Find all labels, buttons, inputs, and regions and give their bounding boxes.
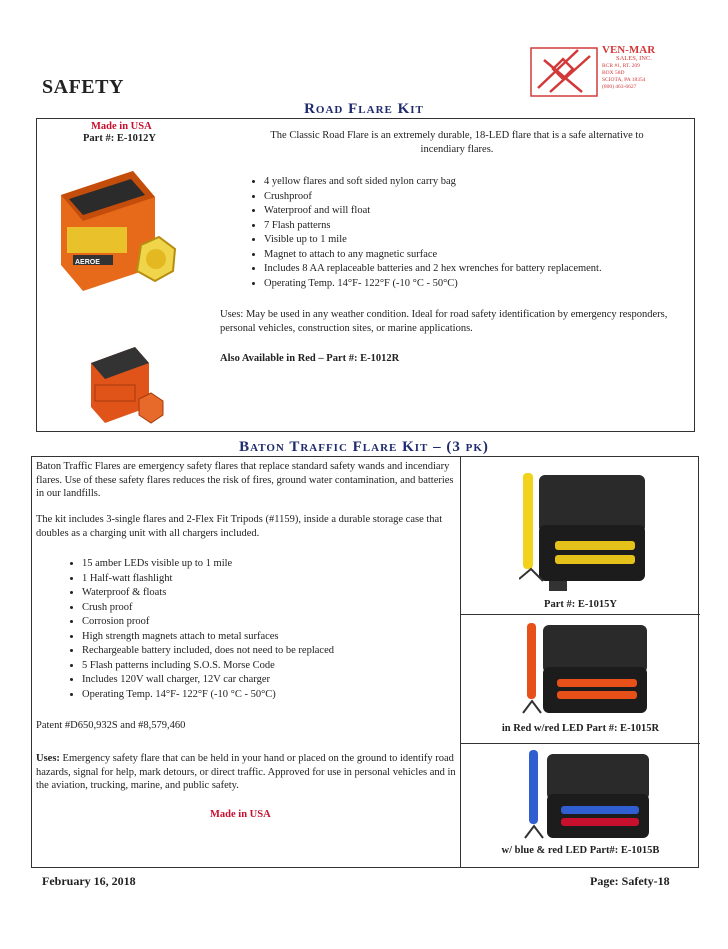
- company-logo: [530, 40, 680, 98]
- road-flare-intro: The Classic Road Flare is an extremely durable, 18-LED flare that is a safe alternative to incendiary flares.: [270, 130, 644, 155]
- list-item: • Operating Temp. 14°F- 122°F (-10 °C - 50°C): [264, 277, 704, 292]
- baton-bullets: [60, 557, 482, 702]
- baton-uses: [36, 752, 456, 793]
- baton-caption-red: in Red w/red LED Part #: E-1015R: [501, 723, 660, 734]
- road-flare-title: Road Flare Kit: [304, 101, 424, 117]
- list-item: • High strength magnets attach to metal surfaces: [82, 630, 482, 645]
- list-item: • Visible up to 1 mile: [264, 233, 704, 248]
- list-item: • Operating Temp. 14°F- 122°F (-10 °C - 50°C): [82, 688, 482, 703]
- road-flare-bullets: [242, 175, 704, 291]
- list-item: • Crushproof: [264, 190, 704, 205]
- logo-line-3: SCIOTA, PA 18354: [602, 77, 646, 83]
- list-item: • 7 Flash patterns: [264, 219, 704, 234]
- baton-title: Baton Traffic Flare Kit – (3 pk): [239, 439, 489, 455]
- footer-date: February 16, 2018: [42, 874, 136, 888]
- logo-company: VEN-MAR: [602, 44, 656, 56]
- list-item: • Crush proof: [82, 601, 482, 616]
- baton-made-in: Made in USA: [210, 809, 271, 820]
- list-item: • Waterproof and will float: [264, 204, 704, 219]
- logo-line-1: RCR #1, RT. 209: [602, 63, 640, 69]
- list-item: • 5 Flash patterns including S.O.S. Morse Code: [82, 659, 482, 674]
- bag-label: AEROE: [75, 259, 100, 266]
- road-flare-part: Part #: E-1012Y: [83, 133, 156, 144]
- road-flare-made-in: Made in USA: [91, 121, 152, 132]
- baton-uses-label: Uses:: [36, 753, 60, 764]
- page-title: SAFETY: [42, 76, 124, 98]
- baton-uses-text: Emergency safety flare that can be held in your hand or placed on the ground to identify road hazards, signal for help, mark detours, or direct traffic. Approved for use in personal vehicles and in the aviation, trucking, marine, and public safety.: [36, 753, 456, 791]
- road-flare-also-available: Also Available in Red – Part #: E-1012R: [220, 353, 400, 364]
- baton-box: [31, 456, 699, 868]
- baton-case-yellow-icon: [519, 469, 649, 595]
- footer-page: Page: Safety-18: [590, 874, 670, 888]
- flare-bag-small-icon: [87, 345, 167, 427]
- baton-caption-blue: w/ blue & red LED Part#: E-1015B: [501, 845, 660, 856]
- list-item: • Corrosion proof: [82, 615, 482, 630]
- list-item: • 1 Half-watt flashlight: [82, 572, 482, 587]
- baton-patent: Patent #D650,932S and #8,579,460: [36, 720, 186, 731]
- baton-caption-yellow: Part #: E-1015Y: [544, 599, 617, 610]
- baton-intro: Baton Traffic Flares are emergency safety flares that replace standard safety wands and incendiary flares. Use of these safety flares reduces the risk of fires, ground water contamination, and batteries in our landfills.: [36, 461, 454, 499]
- list-item: • 15 amber LEDs visible up to 1 mile: [82, 557, 482, 572]
- list-item: • Rechargeable battery included, does not need to be replaced: [82, 644, 482, 659]
- road-flare-kit-image: [55, 167, 179, 299]
- list-item: • Includes 120V wall charger, 12V car charger: [82, 673, 482, 688]
- baton-case-red-icon: [521, 621, 651, 721]
- baton-kit-contents: The kit includes 3-single flares and 2-Flex Fit Tripods (#1159), inside a durable storage case that doubles as a charging unit with all chargers included.: [36, 514, 443, 539]
- logo-sub: SALES, INC.: [616, 55, 652, 62]
- baton-cell-yellow: [461, 457, 700, 615]
- road-flare-uses: Uses: May be used in any weather condition. Ideal for road safety identification by emergency responders, personal vehicles, construction sites, or marine applications.: [220, 309, 668, 334]
- list-item: • 4 yellow flares and soft sided nylon carry bag: [264, 175, 704, 190]
- logo-line-2: BOX 58D: [602, 70, 625, 76]
- logo-line-4: (800) 463-6627: [602, 84, 637, 90]
- baton-cell-red: [461, 615, 700, 744]
- baton-case-blue-icon: [523, 748, 653, 844]
- list-item: • Magnet to attach to any magnetic surface: [264, 248, 704, 263]
- flare-bag-icon: [55, 167, 179, 299]
- list-item: • Includes 8 AA replaceable batteries and 2 hex wrenches for battery replacement.: [264, 262, 704, 277]
- list-item: • Waterproof & floats: [82, 586, 482, 601]
- baton-cell-blue: [461, 744, 700, 867]
- baton-image-column: [460, 457, 700, 867]
- road-flare-box: [36, 118, 695, 432]
- road-flare-red-image: [87, 345, 167, 427]
